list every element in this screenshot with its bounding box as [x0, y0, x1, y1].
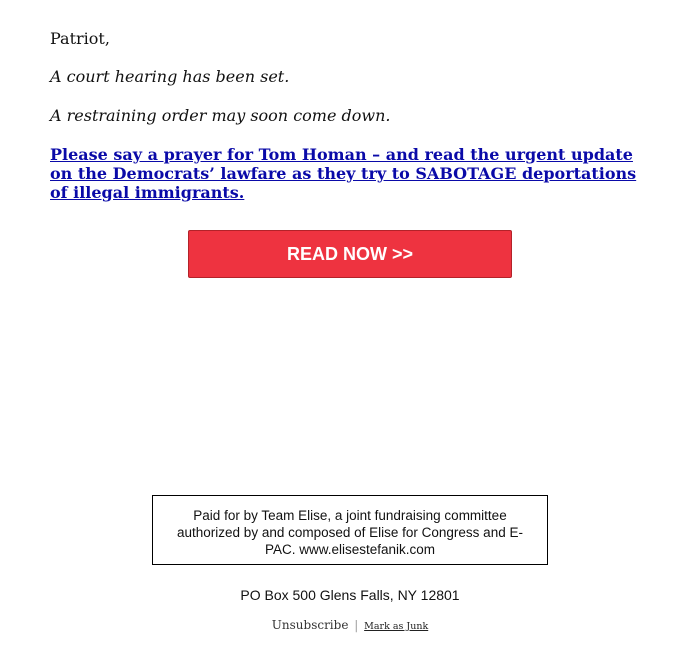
body-line-restraining-order: A restraining order may soon come down.	[50, 106, 391, 125]
read-now-button[interactable]: READ NOW >>	[188, 230, 512, 278]
urgent-update-link[interactable]: Please say a prayer for Tom Homan – and read the urgent update on the Democrats’ lawfare as they try to SABOTAGE deportations of illegal immigrants.	[50, 145, 637, 202]
footer-links	[0, 617, 700, 635]
mailing-address: PO Box 500 Glens Falls, NY 12801	[240, 587, 460, 603]
unsubscribe-link[interactable]: Unsubscribe	[271, 618, 349, 632]
body-line-court-hearing: A court hearing has been set.	[50, 67, 290, 86]
paid-for-disclaimer: Paid for by Team Elise, a joint fundraising committee authorized by and composed of Elise for Congress and E-PAC. www.elisestefanik.com	[152, 495, 548, 565]
greeting: Patriot,	[50, 29, 110, 48]
mark-as-junk-link[interactable]: Mark as Junk	[364, 621, 429, 632]
footer-separator: |	[354, 618, 359, 632]
